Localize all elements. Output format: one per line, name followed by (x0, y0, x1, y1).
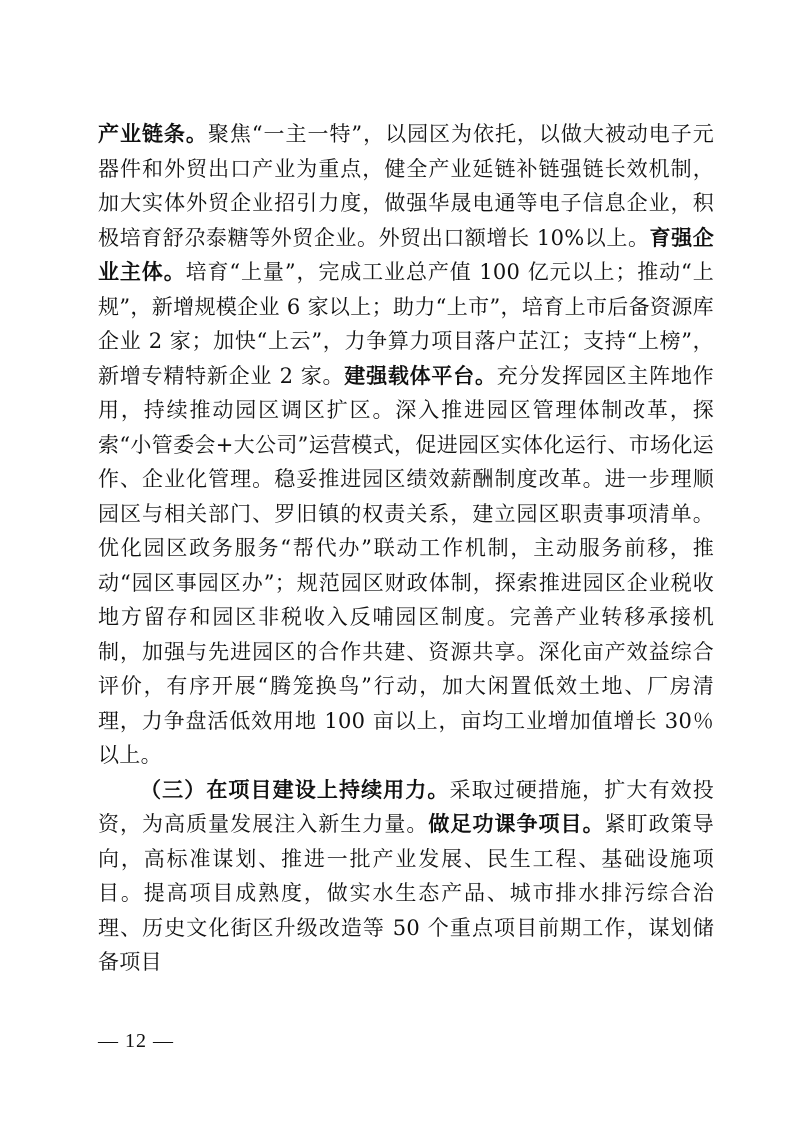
heading-enterprise-entity: 育强企业主体。 (98, 225, 714, 284)
heading-carrier-platform: 建强载体平台。 (344, 363, 497, 388)
page-number: — 12 — (98, 1030, 174, 1052)
paragraph-2 (98, 773, 714, 980)
text-run: 培育“上量”，完成工业总产值 100 亿元以上；推动“上规”，新增规模企业 6 家以上；助力“上市”，培育上市后备资源库企业 2 家；加快“上云”，力争算力项目落户芷江；支持“上榜”，新增专精特新企业 2 家。 (98, 260, 714, 388)
text-run: 聚焦“一主一特”，以园区为依托，以做大被动电子元器件和外贸出口产业为重点，健全产业延链补链强链长效机制，加大实体外贸企业招引力度，做强华晟电通等电子信息企业，积极培育舒尕泰糖等外贸企业。外贸出口额增长 10%以上。 (98, 122, 715, 250)
paragraph-1 (98, 117, 714, 773)
section-heading-project-construction: （三）在项目建设上持续用力。 (140, 777, 450, 802)
text-run: 采取过硬措施，扩大有效投资，为高质量发展注入新生力量。 (98, 777, 714, 836)
text-run: 充分发挥园区主阵地作用，持续推动园区调区扩区。深入推进园区管理体制改革，探索“小管委会+大公司”运营模式，促进园区实体化运行、市场化运作、企业化管理。稳妥推进园区绩效薪酬制度改革。进一步理顺园区与相关部门、罗旧镇的权责关系，建立园区职责事项清单。优化园区政务服务“帮代办”联动工作机制，主动服务前移，推动“园区事园区办”；规范园区财政体制，探索推进园区企业税收地方留存和园区非税收入反哺园区制度。完善产业转移承接机制，加强与先进园区的合作共建、资源共享。深化亩产效益综合评价，有序开展“腾笼换鸟”行动，加大闲置低效土地、厂房清理，力争盘活低效用地 100 亩以上，亩均工业增加值增长 30％以上。 (98, 363, 714, 767)
body-text (98, 117, 714, 980)
heading-industry-chain: 产业链条。 (98, 122, 208, 146)
heading-strive-for-projects: 做足功课争项目。 (428, 812, 605, 836)
text-run: 紧盯政策导向，高标准谋划、推进一批产业发展、民生工程、基础设施项目。提高项目成熟度，做实水生态产品、城市排水排污综合治理、历史文化街区升级改造等 50 个重点项目前期工作，谋划储备项目 (98, 812, 715, 974)
